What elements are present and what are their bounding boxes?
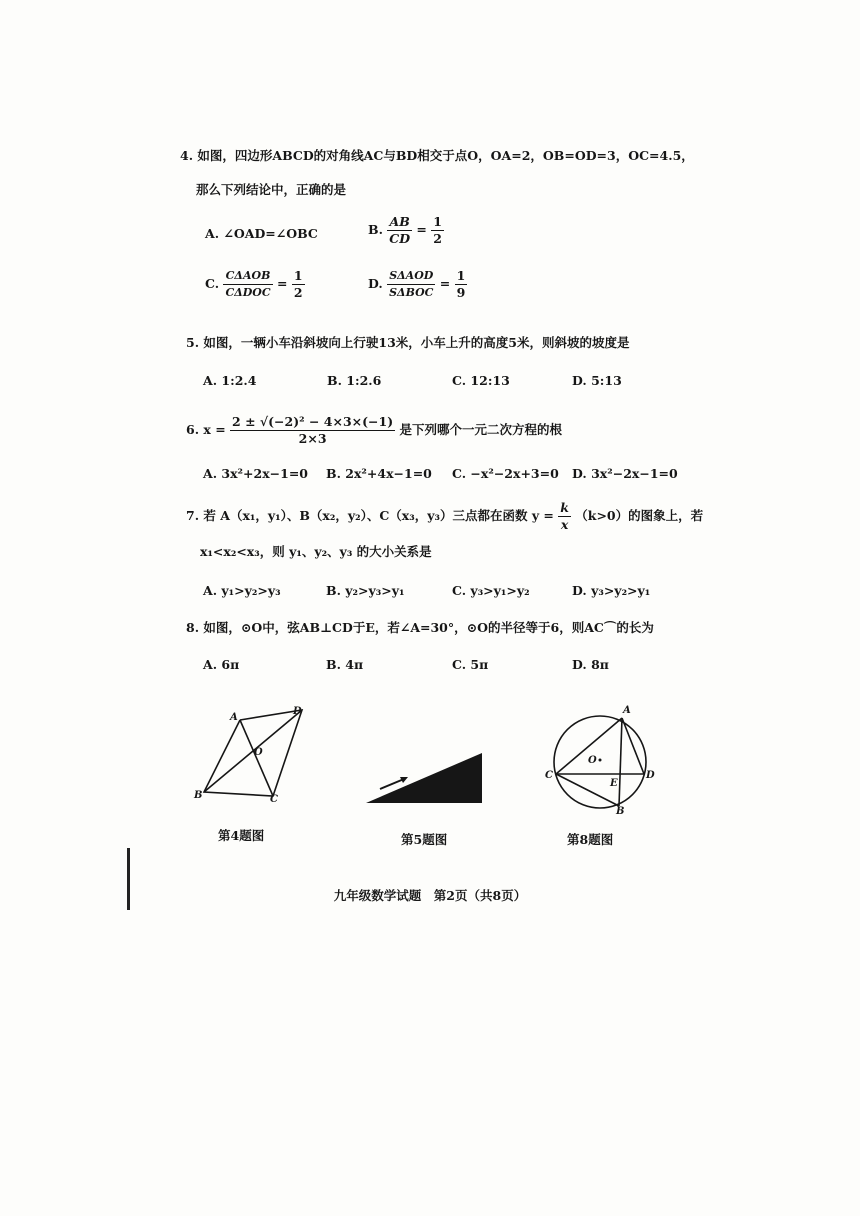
fig4-label-c: C <box>270 794 278 805</box>
q7-text-b: （k>0）的图象上，若 <box>575 508 704 523</box>
figure-5-caption: 第5题图 <box>401 832 448 847</box>
q8-option-b[interactable]: B. 4π <box>326 657 364 672</box>
q8-option-d[interactable]: D. 8π <box>572 657 609 672</box>
q7-fraction: $\frac{k}{x}$ <box>560 500 569 532</box>
q7-text-2: x₁<x₂<x₃，则 y₁、y₂、y₃ 的大小关系是 <box>200 544 432 559</box>
fig5-slope-triangle <box>366 753 482 803</box>
figure-8-caption: 第8题图 <box>567 832 614 847</box>
q7-option-a[interactable]: A. y₁>y₂>y₃ <box>203 583 281 598</box>
q8-text: 8. 如图，⊙O中，弦AB⊥CD于E，若∠A=30°，⊙O的半径等于6，则AC⌒的长为 <box>186 620 654 635</box>
fig8-label-a: A <box>623 705 631 716</box>
q4-option-d-fraction: $\frac{\text{SΔAOD}}{\text{SΔBOC}}$ <box>389 269 434 299</box>
q4-option-d-rhs: $\frac{1}{9}$ <box>456 268 466 300</box>
q4-option-b-label: B. <box>368 222 383 237</box>
fig4-label-a: A <box>230 712 238 723</box>
figure-4-quadrilateral <box>190 700 320 810</box>
q7-option-c[interactable]: C. y₃>y₁>y₂ <box>452 583 530 598</box>
fig4-label-d: D <box>293 706 302 717</box>
fig4-diagonal-bd <box>204 710 302 792</box>
q4-option-c[interactable]: C. $\frac{\text{CΔAOB}}{\text{CΔDOC}}$ = $\frac{1}{2}$ <box>205 268 303 300</box>
q8-option-a[interactable]: A. 6π <box>203 657 240 672</box>
q6-option-d[interactable]: D. 3x²−2x−1=0 <box>572 466 678 481</box>
q6-suffix: 是下列哪个一元二次方程的根 <box>399 422 563 437</box>
fig8-chord-ab <box>619 718 622 806</box>
fig5-arrow-shaft <box>380 779 404 789</box>
figure-5-slope <box>360 745 490 810</box>
fig8-label-d: D <box>646 770 655 781</box>
fig8-label-o: O <box>588 755 597 766</box>
q4-option-c-label: C. <box>205 276 220 291</box>
q4-text: 4. 如图，四边形ABCD的对角线AC与BD相交于点O，OA=2，OB=OD=3，OC=4.5， <box>180 148 694 163</box>
fig4-label-b: B <box>194 790 203 801</box>
q4-option-b-rhs: $\frac{1}{2}$ <box>433 214 442 246</box>
q4-option-c-fraction: $\frac{\text{CΔAOB}}{\text{CΔDOC}}$ <box>225 269 271 299</box>
fig8-line-ad <box>622 718 644 774</box>
fig4-label-o: O <box>254 747 263 758</box>
fig8-center-dot <box>599 759 602 762</box>
q5-option-b[interactable]: B. 1:2.6 <box>327 373 382 388</box>
q6-line <box>186 414 562 447</box>
q4-option-d[interactable]: D. $\frac{\text{SΔAOD}}{\text{SΔBOC}}$ = $\frac{1}{9}$ <box>368 268 466 300</box>
q4-text-2: 那么下列结论中，正确的是 <box>196 182 347 197</box>
q5-option-c[interactable]: C. 12:13 <box>452 373 510 388</box>
q6-option-c[interactable]: C. −x²−2x+3=0 <box>452 466 559 481</box>
q4-option-b-fraction: $\frac{AB}{CD}$ <box>389 214 411 246</box>
q5-option-d[interactable]: D. 5:13 <box>572 373 622 388</box>
q4-option-c-rhs: $\frac{1}{2}$ <box>293 268 303 300</box>
q7-line <box>186 500 703 533</box>
q5-option-a[interactable]: A. 1:2.4 <box>203 373 257 388</box>
q7-option-d[interactable]: D. y₃>y₂>y₁ <box>572 583 651 598</box>
q4-option-d-label: D. <box>368 276 383 291</box>
fig8-circle <box>554 716 646 808</box>
q6-option-b[interactable]: B. 2x²+4x−1=0 <box>326 466 432 481</box>
figure-8-circle <box>540 698 660 814</box>
q6-fraction: $\frac{\text{2 ± √(−2)² − 4×3×(−1)}}{2\times 3}$ <box>232 414 394 446</box>
q7-option-b[interactable]: B. y₂>y₃>y₁ <box>326 583 405 598</box>
q6-option-a[interactable]: A. 3x²+2x−1=0 <box>203 466 308 481</box>
fig8-label-c: C <box>545 770 553 781</box>
q4-option-a[interactable]: A. ∠OAD=∠OBC <box>205 226 318 241</box>
q5-text: 5. 如图，一辆小车沿斜坡向上行驶13米，小车上升的高度5米，则斜坡的坡度是 <box>186 335 630 350</box>
figure-4-caption: 第4题图 <box>218 828 265 843</box>
fig8-label-e: E <box>610 778 618 789</box>
q4-option-b[interactable]: B. $\frac{AB}{CD}$ = $\frac{1}{2}$ <box>368 214 442 246</box>
page-footer: 九年级数学试题 第2页（共8页） <box>333 888 527 903</box>
q6-prefix: 6. x = <box>186 422 226 437</box>
q7-text-a: 7. 若 A（x₁，y₁）、B（x₂，y₂）、C（x₃，y₃）三点都在函数 y = <box>186 508 554 523</box>
q8-option-c[interactable]: C. 5π <box>452 657 489 672</box>
fig8-label-b: B <box>616 806 625 814</box>
